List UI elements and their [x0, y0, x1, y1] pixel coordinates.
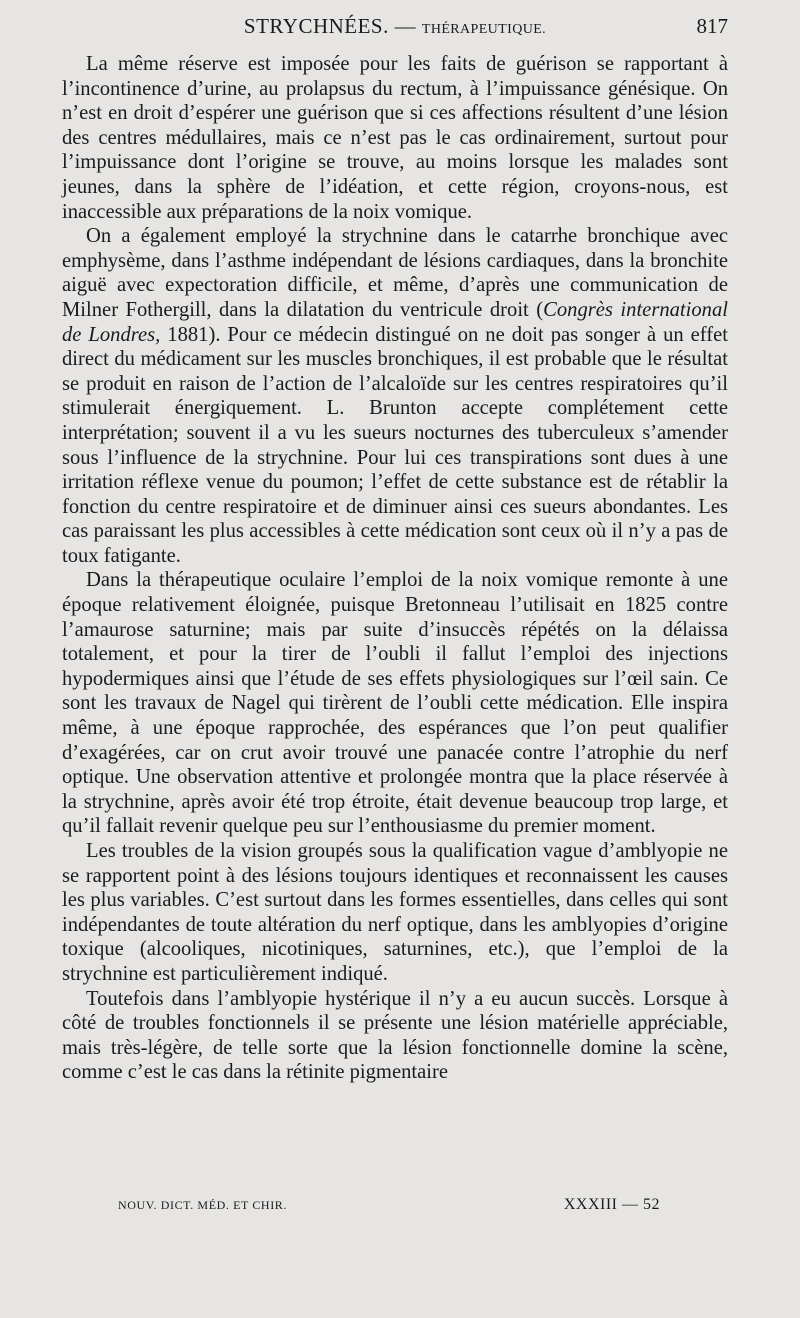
running-title-main: STRYCHNÉES. — [243, 14, 417, 38]
page-footer [118, 1196, 660, 1218]
paragraph-3: Dans la thérapeutique oculaire l’emploi de la noix vomique remonte à une époque relativement éloignée, puisque Bretonneau l’utilisait en 1825 contre l’amaurose saturnine; mais par suite d’insuccès répétés on la délaissa totalement, et pour la tirer de l’oubli il fallut l’emploi des injections hypodermiques ainsi que l’étude de ses effets physiologiques sur l’œil sain. Ce sont les travaux de Nagel qui tirèrent de l’oubli cette médication. Elle inspira même, à une époque rapprochée, des espérances que l’on peut qualifier d’exagérées, car on crut avoir trouvé une panacée contre l’atrophie du nerf optique. Une observation attentive et prolongée montra que la place réservée à la strychnine, après avoir été trop étroite, était devenue beaucoup trop large, et qu’il fallait revenir quelque peu sur l’enthousiasme du premier moment. [62, 569, 728, 838]
footer-signature: NOUV. DICT. MÉD. ET CHIR. [118, 1198, 288, 1212]
paragraph-2 [62, 224, 728, 568]
running-title-sub: THÉRAPEUTIQUE. [421, 22, 547, 37]
page-header [62, 14, 728, 46]
paragraph-5: Toutefois dans l’amblyopie hystérique il n’y a eu aucun succès. Lorsque à côté de troubles fonctionnels il se présente une lésion matérielle appréciable, mais très-légère, de telle sorte que la lésion fonctionnelle domine la scène, comme c’est le cas dans la rétinite pigmentaire [62, 987, 728, 1084]
page-number: 817 [696, 14, 728, 38]
paragraph-2-text-b: 1881). Pour ce médecin distingué on ne doit pas songer à un effet direct du médicament sur les muscles bronchiques, il est probable que le résultat se produit en raison de l’action de l’alcaloïde sur les centres respiratoires qu’il stimulerait énergiquement. L. Brunton accepte complétement cette interprétation; souvent il a vu les sueurs nocturnes des tuberculeux s’amender sous l’influence de la strychnine. Pour lui ces transpirations sont dues à une irritation réflexe venue du poumon; l’effet de cette substance est de rétablir la fonction du centre respiratoire et de diminuer ainsi ces sueurs abondantes. Les cas paraissant les plus accessibles à cette médication sont ceux où il n’y a pas de toux fatigante. [62, 323, 729, 567]
footer-volume: XXXIII — 52 [563, 1196, 660, 1213]
body-text [62, 52, 728, 1085]
paragraph-4: Les troubles de la vision groupés sous la qualification vague d’amblyopie ne se rapportent point à des lésions toujours identiques et reconnaissent les causes les plus variables. C’est surtout dans les formes essentielles, dans celles qui sont indépendantes de toute altération du nerf optique, dans les amblyopies d’origine toxique (alcooliques, nicotiniques, saturnines, etc.), que l’emploi de la strychnine est particulièrement indiqué. [62, 840, 728, 985]
running-title [62, 14, 728, 39]
paragraph-1: La même réserve est imposée pour les faits de guérison se rapportant à l’incontinence d’urine, au prolapsus du rectum, à l’impuissance génésique. On n’est en droit d’espérer une guérison que si ces affections résultent d’une lésion des centres médullaires, mais ce n’est pas le cas ordinairement, surtout pour l’impuissance dont l’origine se trouve, au moins lorsque les malades sont jeunes, dans la sphère de l’idéation, et cette région, croyons-nous, est inaccessible aux préparations de la noix vomique. [62, 53, 728, 223]
paragraph-2-text-a: On a également employé la strychnine dans le catarrhe bronchique avec emphysème, dans l’asthme indépendant de lésions cardiaques, dans la bronchite aiguë avec expectoration difficile, et même, d’après une communication de Milner Fothergill, dans la dilatation du ventricule droit ( [62, 225, 728, 321]
paragraph-2-citation: Congrès international de Londres, [62, 298, 728, 346]
